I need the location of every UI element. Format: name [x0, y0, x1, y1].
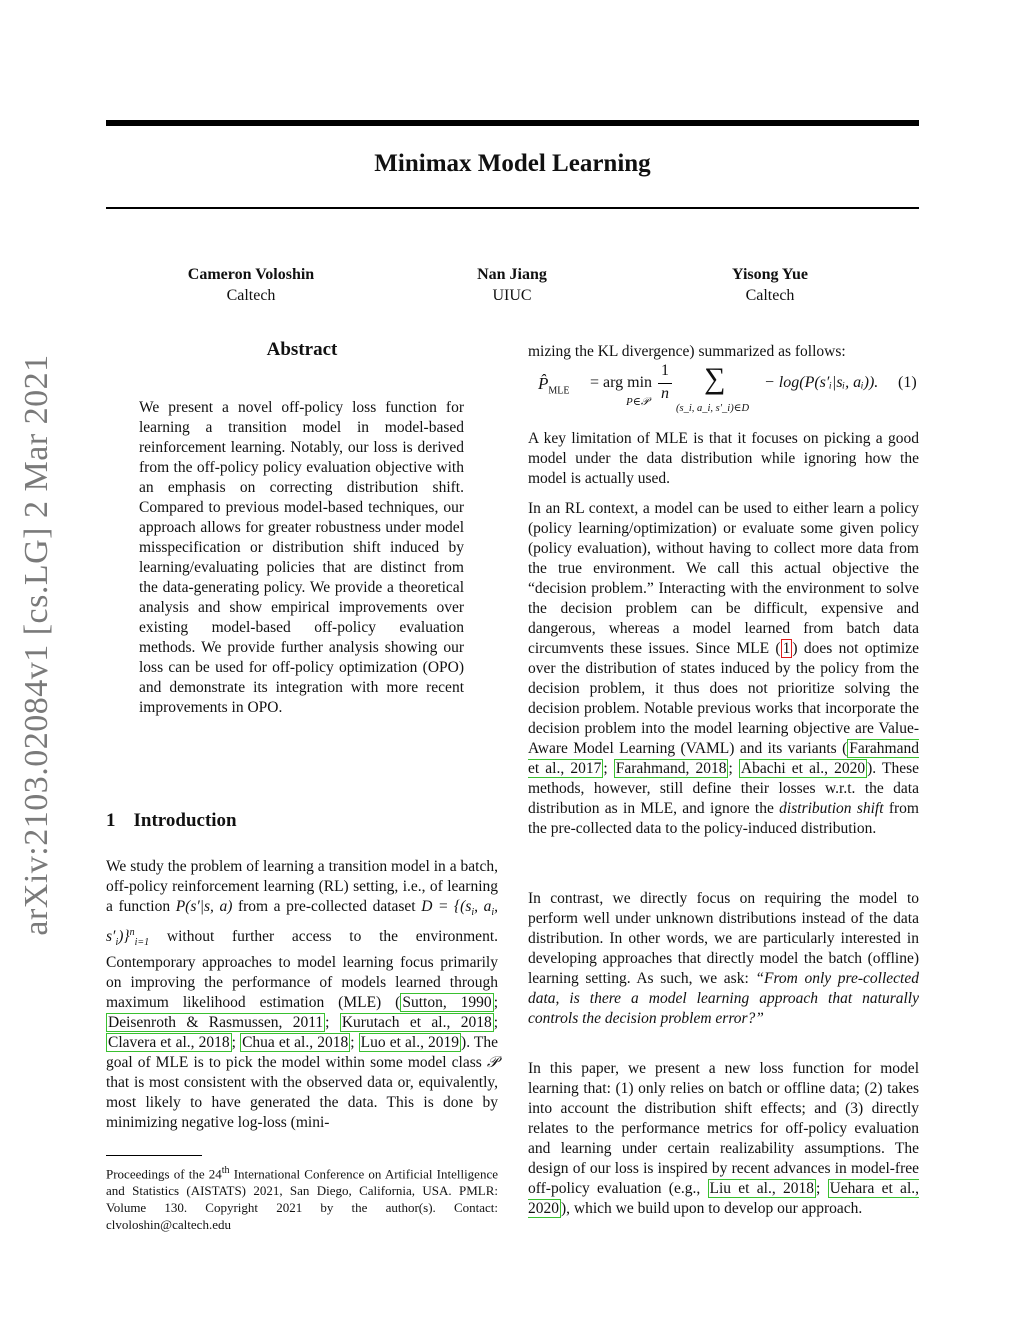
author-name: Cameron Voloshin — [187, 266, 315, 283]
author-3 — [640, 264, 900, 306]
citation-link[interactable]: Luo et al., 2019 — [360, 1034, 460, 1052]
abstract-text: We present a novel off-policy loss function for learning a transition model in model-based reinforcement learning. Notably, our loss is derived from the off-policy policy evaluation objective with an emphasis on correcting distribution shift. Compared to previous model-based techniques, our approach allows for greater robustness under model misspecification or distribution shift induced by learning/evaluating policies that are distinct from the data-generating policy. We provide a theoretical analysis and show empirical improvements over existing model-based off-policy evaluation methods. We provide further analysis showing our loss can be used for off-policy optimization (OPO) and demonstrate its integration with more recent improvements in OPO. — [139, 399, 464, 716]
text-run: from a pre-collected dataset — [232, 898, 422, 915]
paper-title: Minimax Model Learning — [374, 150, 651, 177]
eq-argmin-sub: P∈𝒫 — [626, 396, 649, 408]
author-affiliation: UIUC — [492, 287, 532, 304]
math-sub: i — [491, 907, 495, 919]
section-title: Introduction — [133, 810, 237, 831]
text-run: In this paper, we present a new loss function for model learning that: (1) only relies on batch or offline data; (2) takes into account the distribution shift effects; and (3) directly relates to the performance metrics for off-policy evaluation and learning under certain realizability assumptions. The design of our loss is inspired by recent advances in model-free off-policy evaluation (e.g., — [528, 1060, 919, 1197]
eq-symbol: P̂ — [538, 374, 549, 393]
author-name: Nan Jiang — [477, 266, 547, 283]
author-affiliation: Caltech — [226, 287, 276, 304]
author-name: Yisong Yue — [731, 266, 809, 283]
footnote-rule — [106, 1155, 202, 1156]
intro-paragraph: We study the problem of learning a transition model in a batch, off-policy reinforcement learning (RL) setting, i.e., of learning a function P(s′|s, a) from a pre-collected dataset $D = \{(s_i$, $a_i$, $s'_i)\}^n_{i=1}$ without further access to the environment. Contemporary approaches to model learning focus primarily on improving the performance of models learned through maximum likelihood estimation (MLE) ( Sutton, 1990 ; Deisenroth & Rasmussen, 2011 ; Kurutach et al., 2018 ; Clavera et al., 2018 ; Chua et al., 2018 ; Luo et al., 2019 ). The goal of MLE is to pick the model within some model class 𝒫 that is most consistent with the observed data or, equivalently, most likely to have generated the data. This is done by minimizing negative log-loss (mini- — [106, 858, 499, 1132]
eq-number: (1) — [898, 374, 917, 391]
text-run: ). These methods, however, still define their losses w.r.t. the data distribution as in MLE, and ignore the — [528, 760, 919, 817]
author-affiliation: Caltech — [745, 287, 795, 304]
footnote-sup: th — [221, 1165, 230, 1176]
citation-link[interactable]: Abachi et al., 2020 — [740, 760, 866, 777]
math-part: , s′ — [106, 898, 499, 946]
text-run: ) does not optimize over the distribution of states induced by the policy from the decision problem, it thus does not prioritize solving the decision problem. Notable previous works that incorporate the decision problem into the model learning objective are Value-Aware Model Learning (VAML) and its variants ( — [528, 640, 919, 757]
citation-link[interactable]: Deisenroth & Rasmussen, 2011 — [108, 1014, 324, 1032]
math-sub: i — [115, 937, 119, 949]
math-part: )} — [118, 928, 130, 946]
eq-frac-num: 1 — [661, 362, 669, 379]
text-run: from the pre-collected data to the policy-induced distribution. — [528, 800, 919, 837]
arxiv-id: arXiv:2103.02084v1 [cs.LG] 2 Mar 2021 — [18, 354, 55, 936]
title-rule-top — [106, 120, 919, 126]
right-paragraph-5: In this paper, we present a new loss function for model learning that: (1) only relies on batch or offline data; (2) takes into account the distribution shift effects; and (3) directly relates to the performance metrics for off-policy evaluation and learning under certain realizability assumptions. The design of our loss is inspired by recent advances in model-free off-policy evaluation (e.g., Liu et al., 2018 ; Uehara et al., 2020 ), which we build upon to develop our approach. — [528, 1060, 919, 1217]
citation-link[interactable]: Uehara et al., 2020 — [528, 1180, 919, 1217]
citation-link[interactable]: Chua et al., 2018 — [242, 1034, 349, 1052]
right-paragraph-2: A key limitation of MLE is that it focuses on picking a good model under the data distribution while ignoring how the model is actually used. — [528, 430, 919, 487]
eq-sub: MLE — [548, 385, 570, 397]
eq-sum: ∑ — [704, 362, 726, 395]
math-sup: n — [129, 927, 135, 939]
equation-ref-link[interactable]: 1 — [782, 640, 791, 657]
research-question: “From only pre-collected data, is there a model learning approach that naturally controls the decision problem error?” — [528, 970, 919, 1027]
text-run: International Conference on Artificial Intelligence and Statistics (AISTATS) 2021, San Diego, California, USA. PMLR: Volume 130. Copyright 2021 by the author(s). Contact: clvoloshin@caltech.edu — [106, 1166, 498, 1233]
math-sub: i=1 — [134, 937, 150, 949]
title-rule-bottom — [106, 207, 919, 209]
abstract-heading: Abstract — [266, 339, 338, 360]
footnote — [106, 1162, 498, 1233]
citation-link[interactable]: Sutton, 1990 — [402, 994, 492, 1012]
citation-link[interactable]: Clavera et al., 2018 — [108, 1034, 230, 1052]
right-lead: mizing the KL divergence) summarized as follows: — [528, 343, 846, 360]
section-heading — [106, 810, 237, 832]
eq-frac-den: n — [661, 385, 669, 402]
author-2 — [382, 264, 642, 306]
eq-lhs — [538, 374, 570, 396]
eq-argmin: = arg min — [590, 374, 653, 391]
eq-frac-bar — [658, 383, 672, 384]
eq-rhs: − log(P(s′ᵢ|sᵢ, aᵢ)). — [764, 374, 879, 391]
right-paragraph-3: In an RL context, a model can be used to either learn a policy (policy learning/optimization) or evaluate some given policy (policy evaluation), without having to collect more data from the true environment. We call this actual objective the “decision problem.” Interacting with the environment to solve the decision problem can be difficult, expensive and dangerous, whereas a model learned from batch data circumvents these issues. Since MLE ( 1 ) does not optimize over the distribution of states induced by the policy from the decision problem, it thus does not prioritize solving the decision problem. Notable previous works that incorporate the decision problem into the model learning objective are Value-Aware Model Learning (VAML) and its variants ( Farahmand et al., 2017 ; Farahmand, 2018 ; Abachi et al., 2020 ). These methods, however, still define their losses w.r.t. the data distribution as in MLE, and ignore the distribution shift from the pre-collected data to the policy-induced distribution. — [528, 500, 919, 837]
text-run: We study the problem of learning a transition model in a batch, off-policy reinforcement learning (RL) setting, i.e., of learning a function — [106, 858, 498, 915]
author-1 — [121, 264, 381, 306]
arxiv-stamp — [12, 354, 62, 936]
text-run: Proceedings of the 24 — [106, 1166, 222, 1182]
section-number: 1 — [106, 810, 116, 831]
text-run: In an RL context, a model can be used to either learn a policy (policy learning/optimization) or evaluate some given policy (policy evaluation), without having to collect more data from the true environment. We call this actual objective the “decision problem.” Interacting with the environment to solve the decision problem can be difficult, expensive and dangerous, whereas a model learned from batch data circumvents these issues. Since MLE ( — [528, 500, 919, 657]
citation-link[interactable]: Farahmand, 2018 — [615, 760, 727, 777]
math-sub: i — [471, 907, 475, 919]
eq-sum-sub: (s_i, a_i, s′_i)∈D — [676, 403, 750, 414]
emphasis: distribution shift — [779, 800, 884, 817]
text-run: without further access to the environment. Contemporary approaches to model learning focus primarily on improving the performance of models learned through maximum likelihood estimation (MLE) ( — [106, 928, 498, 1012]
math-class: 𝒫 — [486, 1054, 498, 1072]
citation-link[interactable]: Farahmand et al., 2017 — [528, 740, 919, 777]
right-paragraph-4 — [528, 889, 919, 1029]
equation-mle — [528, 362, 919, 420]
math-part: D = {(s — [421, 898, 472, 915]
math-part: , a — [474, 898, 492, 915]
citation-link[interactable]: Kurutach et al., 2018 — [341, 1014, 492, 1032]
text-run: ), which we build upon to develop our approach. — [561, 1200, 863, 1217]
citation-link[interactable]: Liu et al., 2018 — [709, 1180, 814, 1197]
math-function: P(s′|s, a) — [175, 898, 233, 915]
text-run: ). The goal of MLE is to pick the model within some model class — [106, 1034, 499, 1072]
text-run: In contrast, we directly focus on requiring the model to perform well under unknown distributions instead of the data distribution. In other words, we are particularly interested in developing approaches that directly model the batch (offline) learning setting. As such, we ask: — [528, 890, 919, 987]
text-run: that is most consistent with the observed data or, equivalently, most likely to have generated the data. This is done by minimizing negative log-loss (mini- — [106, 1074, 498, 1132]
